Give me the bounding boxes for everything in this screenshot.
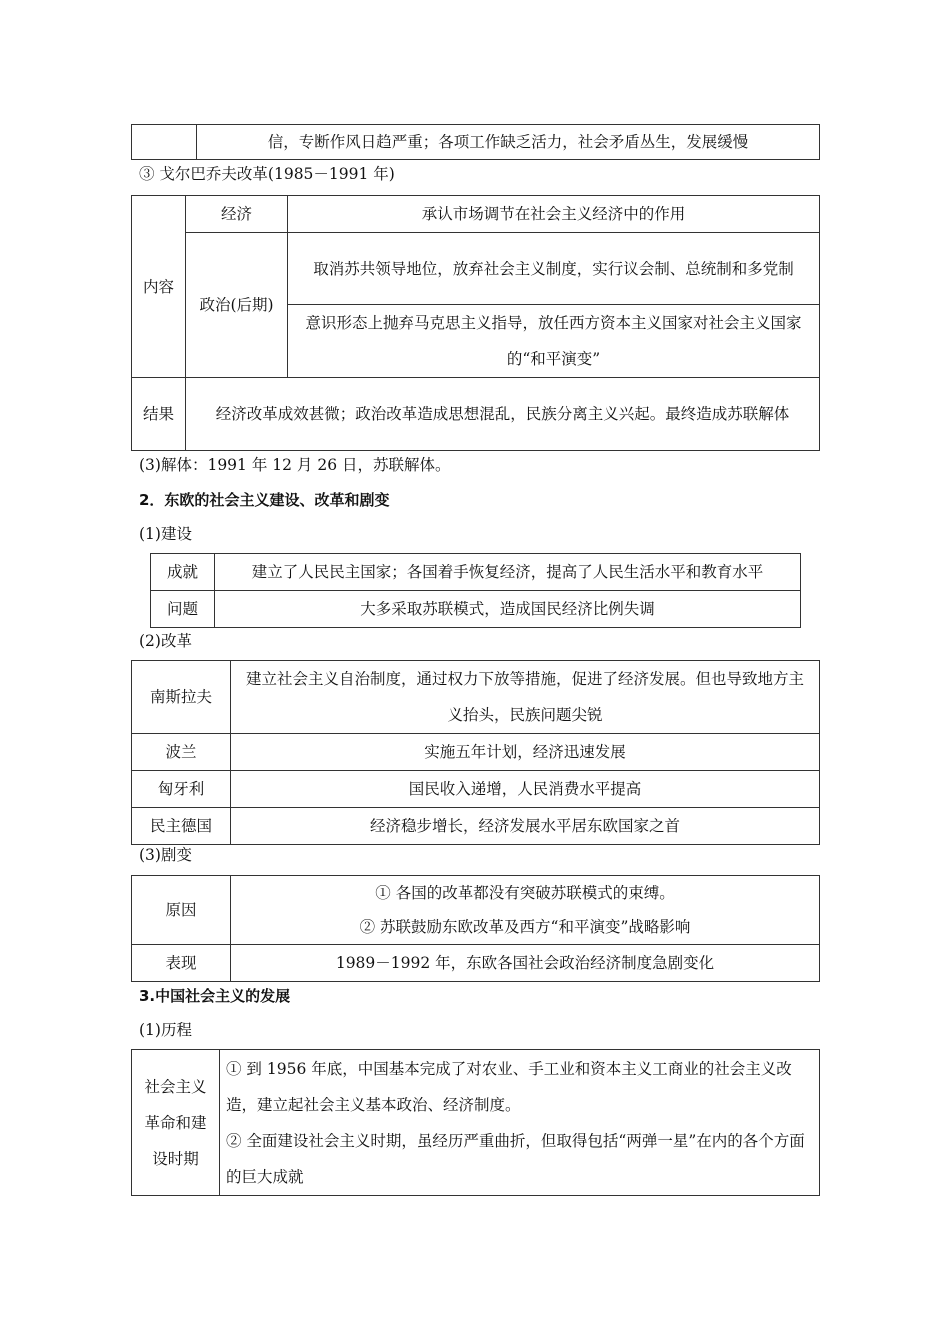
table-row [151, 591, 801, 628]
reform-table [131, 660, 820, 845]
empty-cell [132, 125, 197, 160]
table-row [132, 1050, 820, 1196]
history-heading: (1)历程 [139, 1021, 192, 1039]
history-item-1: ① 到 1956 年底，中国基本完成了对农业、手工业和资本主义工商业的社会主义改造，建立起社会主义基本政治、经济制度。 [226, 1059, 792, 1114]
reform-text-cell: 国民收入递增，人民消费水平提高 [231, 771, 820, 808]
economy-text: 承认市场调节在社会主义经济中的作用 [288, 196, 820, 233]
continuation-text: 信，专断作风日趋严重；各项工作缺乏活力，社会矛盾丛生，发展缓慢 [197, 125, 820, 160]
top-continuation-table [131, 124, 820, 160]
section-2-heading: 2．东欧的社会主义建设、改革和剧变 [139, 491, 390, 509]
gorbachev-reform-table [131, 195, 820, 451]
table-row [151, 554, 801, 591]
upheaval-heading: (3)剧变 [139, 846, 192, 864]
problem-label: 问题 [151, 591, 215, 628]
table-row [132, 661, 820, 734]
manifest-label: 表现 [132, 945, 231, 982]
cause-cell [231, 876, 820, 945]
achievement-text: 建立了人民民主国家；各国着手恢复经济，提高了人民生活水平和教育水平 [215, 554, 801, 591]
content-label: 内容 [132, 196, 186, 378]
politics-text-1: 取消苏共领导地位，放弃社会主义制度，实行议会制、总统制和多党制 [288, 233, 820, 305]
result-label: 结果 [132, 378, 186, 451]
problem-text: 大多采取苏联模式，造成国民经济比例失调 [215, 591, 801, 628]
history-table [131, 1049, 820, 1196]
reform-text-cell: 实施五年计划，经济迅速发展 [231, 734, 820, 771]
gorbachev-heading: ③ 戈尔巴乔夫改革(1985－1991 年) [139, 165, 395, 183]
country-cell: 民主德国 [132, 808, 231, 845]
politics-text-2: 意识形态上抛弃马克思主义指导，放任西方资本主义国家对社会主义国家的“和平演变” [288, 305, 820, 378]
history-cell [220, 1050, 820, 1196]
table-row [132, 808, 820, 845]
table-row [132, 734, 820, 771]
table-row [132, 196, 820, 233]
construction-table [150, 553, 801, 628]
result-text: 经济改革成效甚微；政治改革造成思想混乱，民族分离主义兴起。最终造成苏联解体 [186, 378, 820, 451]
cause-1: ① 各国的改革都没有突破苏联模式的束缚。 [375, 884, 675, 902]
economy-label: 经济 [186, 196, 288, 233]
country-cell: 匈牙利 [132, 771, 231, 808]
politics-label: 政治(后期) [186, 233, 288, 378]
cause-2: ② 苏联鼓励东欧改革及西方“和平演变”战略影响 [359, 918, 691, 936]
cause-label: 原因 [132, 876, 231, 945]
table-row [132, 945, 820, 982]
manifest-text: 1989－1992 年，东欧各国社会政治经济制度急剧变化 [231, 945, 820, 982]
reform-text-cell: 建立社会主义自治制度，通过权力下放等措施，促进了经济发展。但也导致地方主义抬头，民族问题尖锐 [231, 661, 820, 734]
table-row [132, 233, 820, 305]
dissolution-text: (3)解体：1991 年 12 月 26 日，苏联解体。 [139, 456, 451, 474]
country-cell: 南斯拉夫 [132, 661, 231, 734]
history-item-2: ② 全面建设社会主义时期，虽经历严重曲折，但取得包括“两弹一星”在内的各个方面的巨大成就 [226, 1131, 805, 1186]
table-row [132, 876, 820, 945]
country-cell: 波兰 [132, 734, 231, 771]
table-row [132, 125, 820, 160]
section-3-heading: 3.中国社会主义的发展 [139, 987, 291, 1005]
construction-heading: (1)建设 [139, 525, 192, 543]
reform-text-cell: 经济稳步增长，经济发展水平居东欧国家之首 [231, 808, 820, 845]
upheaval-table [131, 875, 820, 982]
table-row [132, 771, 820, 808]
table-row [132, 378, 820, 451]
reform-heading: (2)改革 [139, 632, 192, 650]
period-label: 社会主义革命和建设时期 [132, 1050, 220, 1196]
achievement-label: 成就 [151, 554, 215, 591]
